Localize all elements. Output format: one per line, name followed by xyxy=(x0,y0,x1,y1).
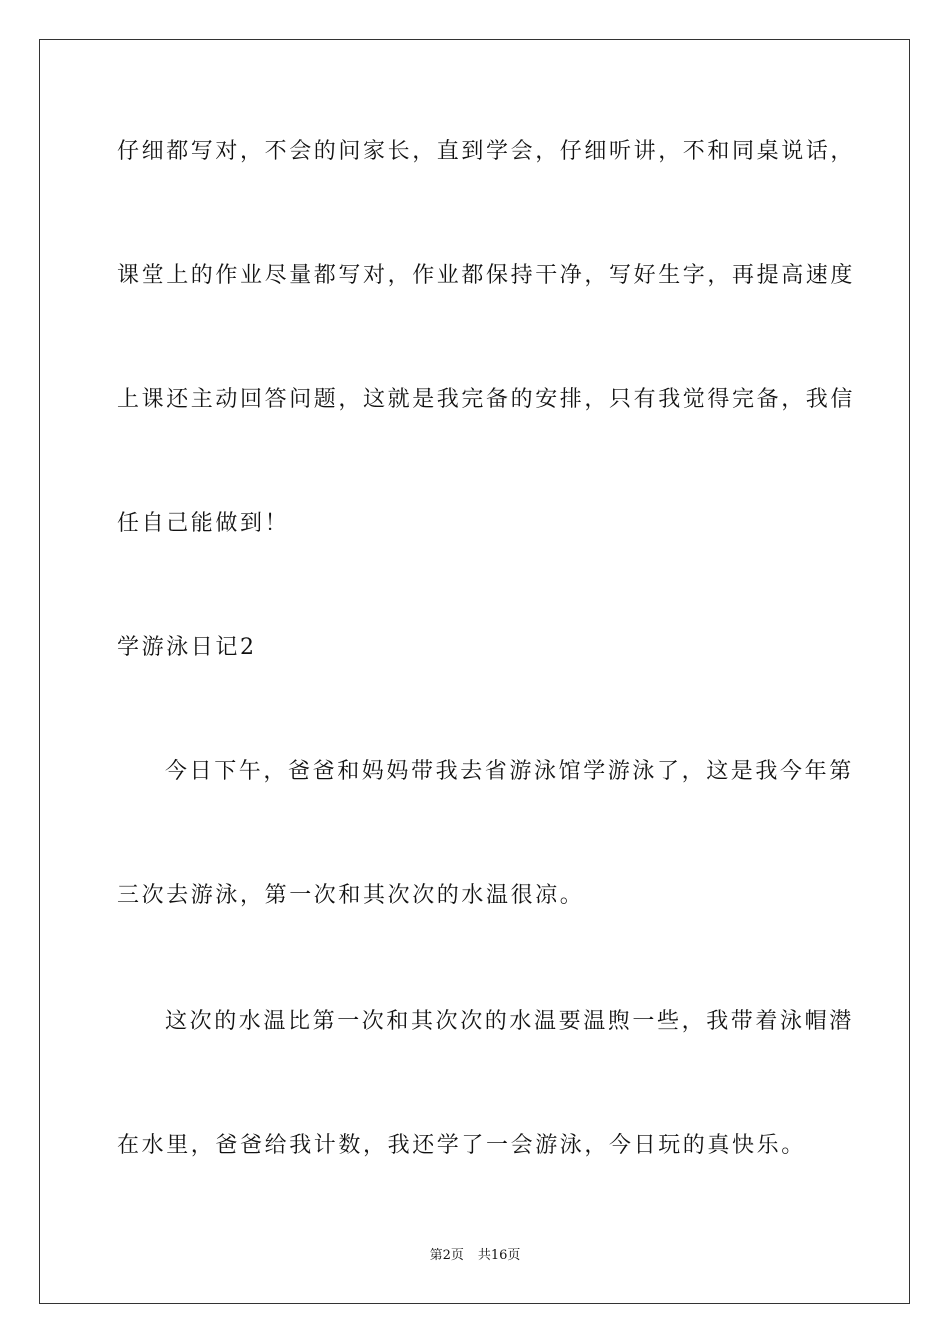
page-frame xyxy=(39,39,910,1304)
text-line-4: 任自己能做到！ xyxy=(117,511,290,536)
paragraph-1-line-1: 今日下午，爸爸和妈妈带我去省游泳馆学游泳了，这是我今年第 xyxy=(165,759,854,784)
section-title: 学游泳日记2 xyxy=(117,635,257,660)
paragraph-2-line-1: 这次的水温比第一次和其次次的水温要温煦一些，我带着泳帽潜 xyxy=(165,1009,854,1034)
text-line-2: 课堂上的作业尽量都写对，作业都保持干净，写好生字，再提高速度 xyxy=(117,263,856,288)
paragraph-2-line-2: 在水里，爸爸给我计数，我还学了一会游泳，今日玩的真快乐。 xyxy=(117,1133,806,1158)
text-line-3: 上课还主动回答问题，这就是我完备的安排，只有我觉得完备，我信 xyxy=(117,387,856,412)
page-number: 第2页 xyxy=(429,1248,464,1263)
text-line-1: 仔细都写对，不会的问家长，直到学会，仔细听讲，不和同桌说话， xyxy=(117,139,856,164)
total-pages: 共16页 xyxy=(477,1248,521,1263)
paragraph-1-line-2: 三次去游泳，第一次和其次次的水温很凉。 xyxy=(117,883,585,908)
page-footer xyxy=(0,1247,950,1265)
